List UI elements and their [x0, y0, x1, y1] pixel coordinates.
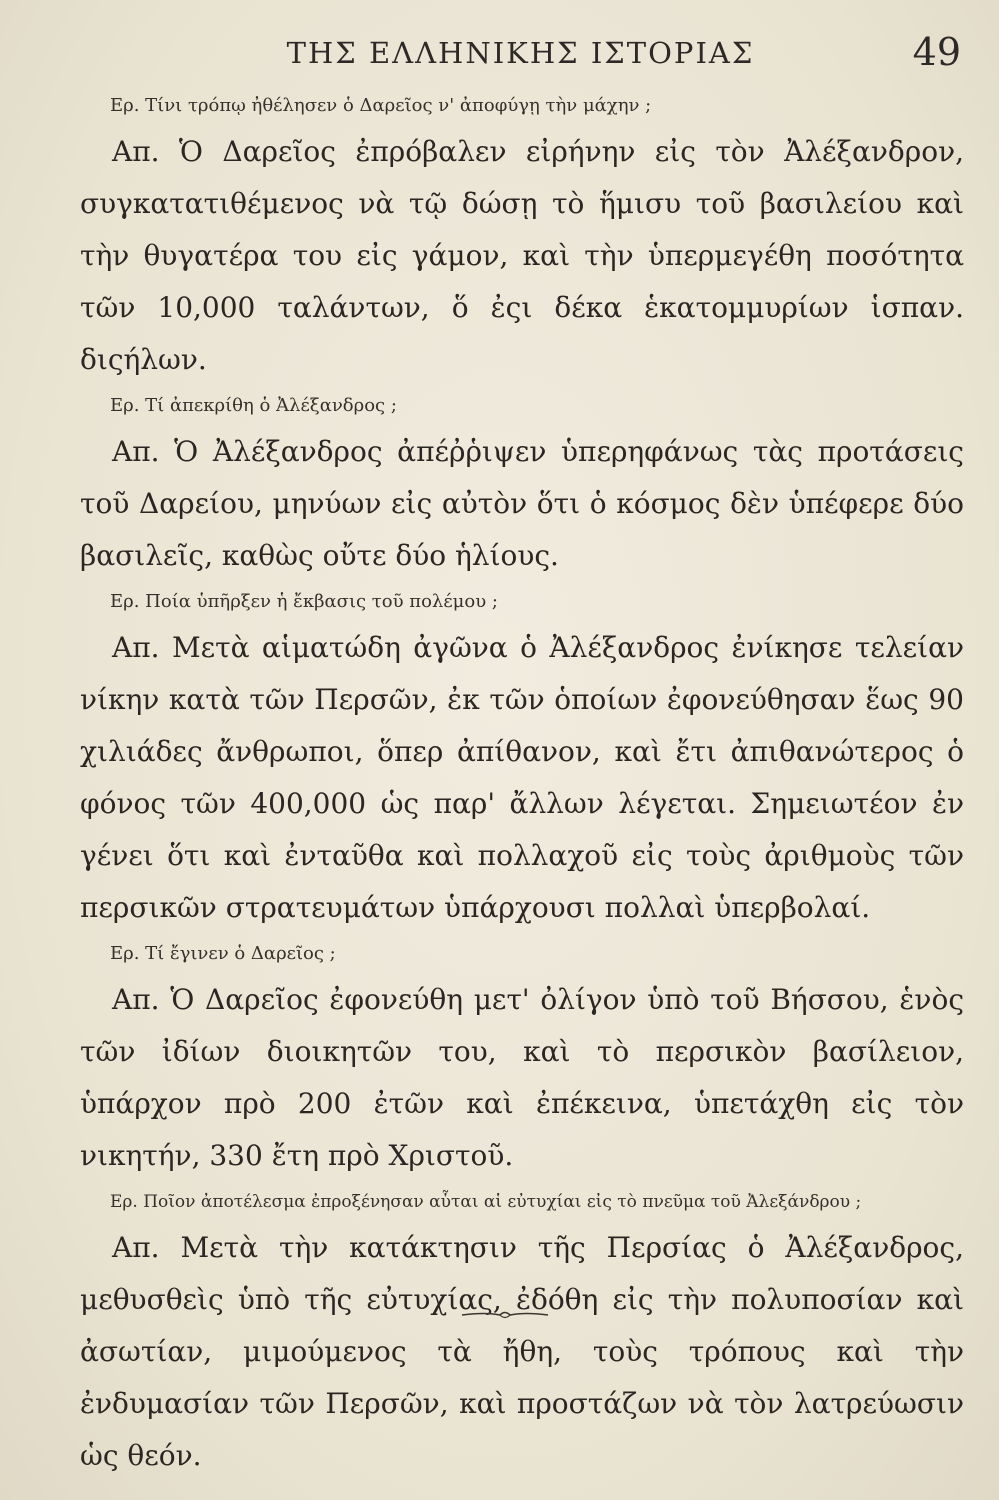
- question-4: Ερ. Τί ἔγινεν ὁ Δαρεῖος ;: [110, 943, 336, 964]
- answer-5: Απ. Μετὰ τὴν κατάκτησιν τῆς Περσίας ὁ Ἀλέξανδρος, μεθυσθεὶς ὑπὸ τῆς εὐτυχίας, ἐδόθη εἰς τὴν πολυποσίαν καὶ ἀσωτίαν, μιμούμενος τὰ ἤθη, τοὺς τρόπους καὶ τὴν ἐνδυμασίαν τῶν Περσῶν, καὶ προστάζων νὰ τὸν λατρεύωσιν ὡς θεόν.: [80, 1231, 964, 1472]
- question-5: Ερ. Ποῖον ἀποτέλεσμα ἐπροξένησαν αὗται αἱ εὐτυχίαι εἰς τὸ πνεῦμα τοῦ Ἀλεξάνδρου ;: [110, 1192, 862, 1212]
- answer-4: Απ. Ὁ Δαρεῖος ἐφονεύθη μετ' ὀλίγον ὑπὸ τοῦ Βήσσου, ἑνὸς τῶν ἰδίων διοικητῶν του, καὶ τὸ περσικὸν βασίλειον, ὑπάρχον πρὸ 200 ἐτῶν καὶ ἐπέκεινα, ὑπετάχθη εἰς τὸν νικητήν, 330 ἔτη πρὸ Χριστοῦ.: [80, 983, 964, 1172]
- running-head: ΤΗΣ ΕΛΛΗΝΙΚΗΣ ΙΣΤΟΡΙΑΣ: [286, 36, 755, 70]
- answer-2: Απ. Ὁ Ἀλέξανδρος ἀπέῤῥιψεν ὑπερηφάνως τὰς προτάσεις τοῦ Δαρείου, μηνύων εἰς αὐτὸν ὅτι ὁ κόσμος δὲν ὑπέφερε δύο βασιλεῖς, καθὼς οὔτε δύο ἡλίους.: [80, 435, 964, 572]
- page-header: [80, 30, 961, 76]
- question-3: Ερ. Ποία ὑπῆρξεν ἡ ἔκβασις τοῦ πολέμου ;: [110, 591, 498, 612]
- body-text: [80, 92, 964, 1488]
- page-number: 49: [912, 30, 961, 74]
- closing-ornament-rule: [460, 1308, 550, 1322]
- answer-1: Απ. Ὁ Δαρεῖος ἐπρόβαλεν εἰρήνην εἰς τὸν Ἀλέξανδρον, συγκατατιθέμενος νὰ τῷ δώσῃ τὸ ἥμισυ τοῦ βασιλείου καὶ τὴν θυγατέρα του εἰς γάμον, καὶ τὴν ὑπερμεγέθη ποσότητα τῶν 10,000 ταλάντων, ὅ ἐςι δέκα ἑκατομμυρίων ἱσπαν. διςήλων.: [80, 135, 964, 376]
- question-2: Ερ. Τί ἀπεκρίθη ὁ Ἀλέξανδρος ;: [110, 395, 397, 416]
- question-1: Ερ. Τίνι τρόπῳ ἠθέλησεν ὁ Δαρεῖος ν' ἀποφύγῃ τὴν μάχην ;: [110, 95, 652, 116]
- answer-3: Απ. Μετὰ αἱματώδη ἀγῶνα ὁ Ἀλέξανδρος ἐνίκησε τελείαν νίκην κατὰ τῶν Περσῶν, ἐκ τῶν ὁποίων ἐφονεύθησαν ἕως 90 χιλιάδες ἄνθρωποι, ὅπερ ἀπίθανον, καὶ ἔτι ἀπιθανώτερος ὁ φόνος τῶν 400,000 ὡς παρ' ἄλλων λέγεται. Σημειωτέον ἐν γένει ὅτι καὶ ἐνταῦθα καὶ πολλαχοῦ εἰς τοὺς ἀριθμοὺς τῶν περσικῶν στρατευμάτων ὑπάρχουσι πολλαὶ ὑπερβολαί.: [80, 631, 964, 924]
